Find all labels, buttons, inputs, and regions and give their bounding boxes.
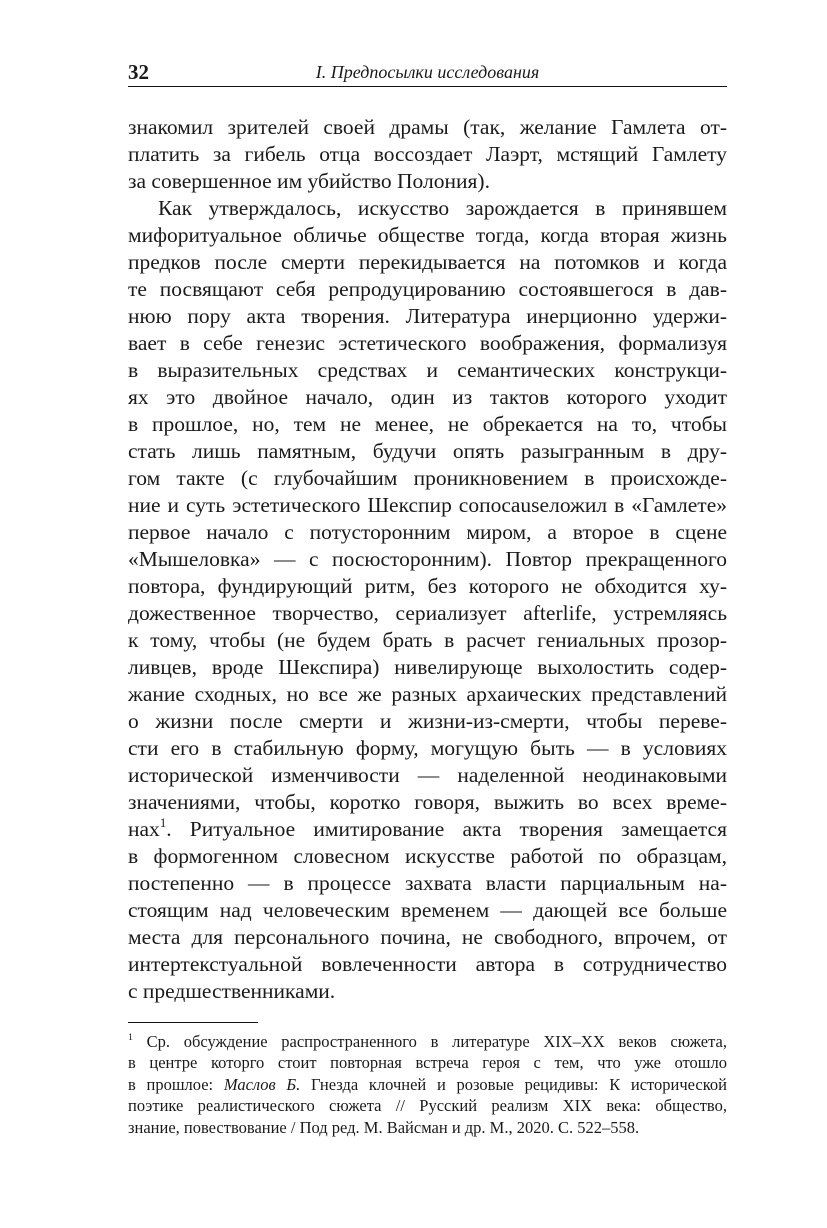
- text-line: Как утверждалось, искусство зарождается в принявшем: [158, 196, 727, 220]
- text-segment: Гнезда клочней и розовые рецидивы: К исторической: [300, 1074, 727, 1094]
- text-line: дожественное творчество, сериализует afterlife, устремляясь: [128, 601, 727, 625]
- text-line: вает в себе генезис эстетического воображения, формализуя: [128, 331, 727, 355]
- text-line: жание сходных, но все же разных архаических представлений: [128, 682, 727, 706]
- text-segment: Маслов Б.: [223, 1074, 301, 1094]
- text-line: «Мышеловка» — с посюсторонним). Повтор прекращенного: [128, 547, 727, 571]
- text-line: ние и суть эстетического Шекспир сопоcauseложил в «Гамлете»: [128, 493, 727, 517]
- text-line: ях это двойное начало, один из тактов которого уходит: [128, 385, 727, 409]
- text-line: гом такте (с глубочайшим проникновением в происхожде-: [128, 466, 727, 490]
- footnote-line: поэтике реалистического сюжета // Русский реализм XIX века: общество,: [128, 1096, 727, 1116]
- footnote-rule: [128, 1022, 258, 1023]
- page-number: 32: [128, 60, 149, 84]
- footnote-marker: 1: [128, 1032, 133, 1044]
- text-line: интертекстуальной вовлеченности автора в сотрудничество: [128, 952, 727, 976]
- text-line: сти его в стабильную форму, могущую быть — в условиях: [128, 736, 727, 760]
- text-line: места для персонального почина, не свободного, впрочем, от: [128, 925, 727, 949]
- text-line: в формогенном словесном искусстве работой по образцам,: [128, 844, 727, 868]
- text-line: к тому, чтобы (не будем брать в расчет гениальных прозор-: [128, 628, 727, 652]
- text-line: исторической изменчивости — наделенной неодинаковыми: [128, 763, 727, 787]
- text-line: за совершенное им убийство Полония).: [128, 169, 490, 193]
- text-line: постепенно — в процессе захвата власти парциальным на-: [128, 871, 727, 895]
- footnote-marker: 1: [159, 815, 167, 830]
- text-line: мифоритуальное обличье обществе тогда, когда вторая жизнь: [128, 223, 727, 247]
- footnote-line: в центре которго стоит повторная встреча героя с тем, что уже отошло: [128, 1053, 727, 1073]
- running-title: I. Предпосылки исследования: [315, 62, 540, 82]
- text-line: знакомил зрителей своей драмы (так, желание Гамлета от-: [128, 115, 727, 139]
- text-line: нюю пору акта творения. Литература инерционно удержи-: [128, 304, 727, 328]
- text-line: в выразительных средствах и семантических конструкци-: [128, 358, 727, 382]
- text-line: в прошлое, но, тем не менее, не обрекается на то, чтобы: [128, 412, 727, 436]
- text-segment: . Ритуальное имитирование акта творения замещается: [166, 817, 727, 841]
- text-line: предков после смерти перекидывается на потомков и когда: [128, 250, 727, 274]
- text-line: с предшественниками.: [128, 979, 336, 1003]
- text-line: о жизни после смерти и жизни-из-смерти, чтобы переве-: [128, 709, 727, 733]
- text-line: значениями, чтобы, коротко говоря, выжить во всех време-: [128, 790, 727, 814]
- text-line: те посвящают себя репродуцированию состоявшегося в дав-: [128, 277, 727, 301]
- text-line: первое начало с потусторонним миром, а второе в сцене: [128, 520, 727, 544]
- text-line: повтора, фундирующий ритм, без которого не обходится ху-: [128, 574, 727, 598]
- text-segment: Ср. обсуждение распространенного в литературе XIX–XX веков сюжета,: [132, 1032, 727, 1051]
- running-header: [128, 58, 727, 87]
- text-line: стоящим над человеческим временем — дающей все больше: [128, 898, 727, 922]
- text-line: платить за гибель отца воссоздает Лаэрт, мстящий Гамлету: [128, 142, 727, 166]
- text-line: ливцев, вроде Шекспира) нивелирующе выхолостить содер-: [128, 655, 727, 679]
- text-segment: в прошлое:: [128, 1074, 224, 1094]
- text-segment: нах: [128, 817, 160, 841]
- footnote-line: знание, повествование / Под ред. М. Вайсман и др. М., 2020. С. 522–558.: [128, 1117, 640, 1137]
- body-text: [128, 114, 727, 1005]
- text-line: [128, 816, 727, 843]
- text-line: стать лишь памятным, будучи опять разыгранным в дру-: [128, 439, 727, 463]
- footnote-line: [128, 1031, 727, 1052]
- footnote: [128, 1031, 727, 1138]
- footnote-line: [128, 1074, 727, 1095]
